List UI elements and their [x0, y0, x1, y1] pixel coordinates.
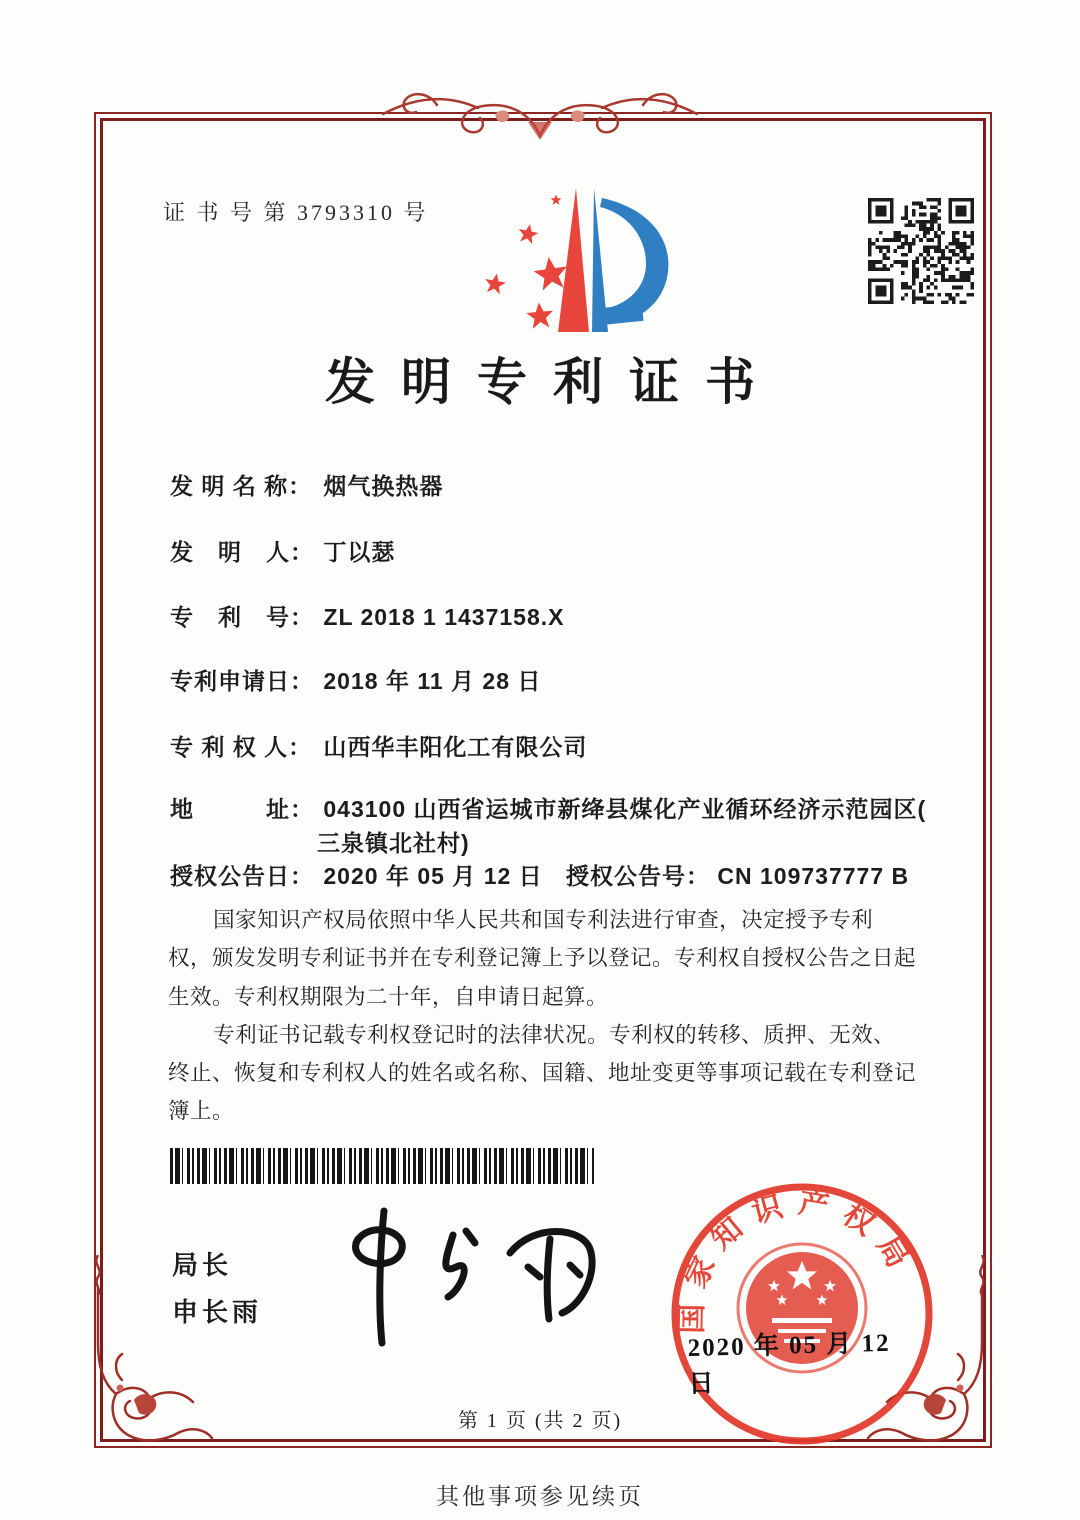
- legal-paragraph-1: 国家知识产权局依照中华人民共和国专利法进行审查，决定授予专利权，颁发发明专利证书并在专利登记簿上予以登记。专利权自授权公告之日起生效。专利权期限为二十年，自申请日起算。: [168, 908, 917, 1010]
- barcode: [170, 1148, 594, 1184]
- filing-date-value: 2018 年 11 月 28 日: [323, 668, 542, 694]
- invention-name-value: 烟气换热器: [323, 473, 444, 499]
- grant-no-value: CN 109737777 B: [717, 863, 910, 889]
- patent-no-label: 专 利 号：: [170, 604, 314, 630]
- official-title: 局长: [172, 1250, 233, 1280]
- address-value-line2: 三泉镇北社村): [317, 830, 470, 856]
- invention-name-label: 发 明 名 称：: [170, 473, 313, 499]
- seal-ring-text: 国家知识产权局: [674, 1185, 922, 1334]
- cnipa-logo-icon: [452, 182, 678, 340]
- field-address: [170, 791, 926, 824]
- page-number: 第 1 页 (共 2 页): [457, 1410, 623, 1432]
- patent-no-value: ZL 2018 1 1437158.X: [323, 604, 565, 630]
- legal-paragraph-2: 专利证书记载专利权登记时的法律状况。专利权的转移、质押、无效、终止、恢复和专利权人的姓名或名称、国籍、地址变更等事项记载在专利登记簿上。: [168, 1022, 917, 1125]
- grant-no-label: 授权公告号：: [566, 863, 710, 889]
- grant-date-value: 2020 年 05 月 12 日: [323, 863, 543, 889]
- director-signature-icon: [318, 1205, 618, 1350]
- seal-date: 2020 年 05 月 12 日: [687, 1329, 891, 1398]
- certificate-number: 证 书 号 第 3793310 号: [163, 200, 429, 225]
- filing-date-label: 专利申请日：: [170, 668, 314, 694]
- address-label: 地 址：: [170, 796, 314, 822]
- field-grant-date: [170, 858, 543, 891]
- field-patent-no: [170, 599, 564, 632]
- inventor-label: 发 明 人：: [170, 539, 314, 565]
- patentee-label: 专 利 权 人：: [170, 734, 313, 760]
- qr-code-icon: [868, 198, 974, 304]
- inventor-value: 丁以瑟: [323, 539, 396, 565]
- patentee-value: 山西华丰阳化工有限公司: [323, 734, 588, 760]
- address-value: 043100 山西省运城市新绛县煤化产业循环经济示范园区(: [323, 796, 927, 822]
- certificate-title: 发明专利证书: [325, 354, 781, 410]
- field-patentee: [170, 729, 587, 762]
- field-inventor: [170, 534, 395, 567]
- field-filing-date: [170, 663, 541, 696]
- continuation-note: 其他事项参见续页: [436, 1484, 644, 1510]
- field-grant-no: [566, 858, 909, 891]
- legal-body-text: [168, 902, 916, 1132]
- grant-date-label: 授权公告日：: [170, 863, 314, 889]
- field-invention-name: [170, 468, 443, 501]
- official-name: 申长雨: [172, 1297, 263, 1327]
